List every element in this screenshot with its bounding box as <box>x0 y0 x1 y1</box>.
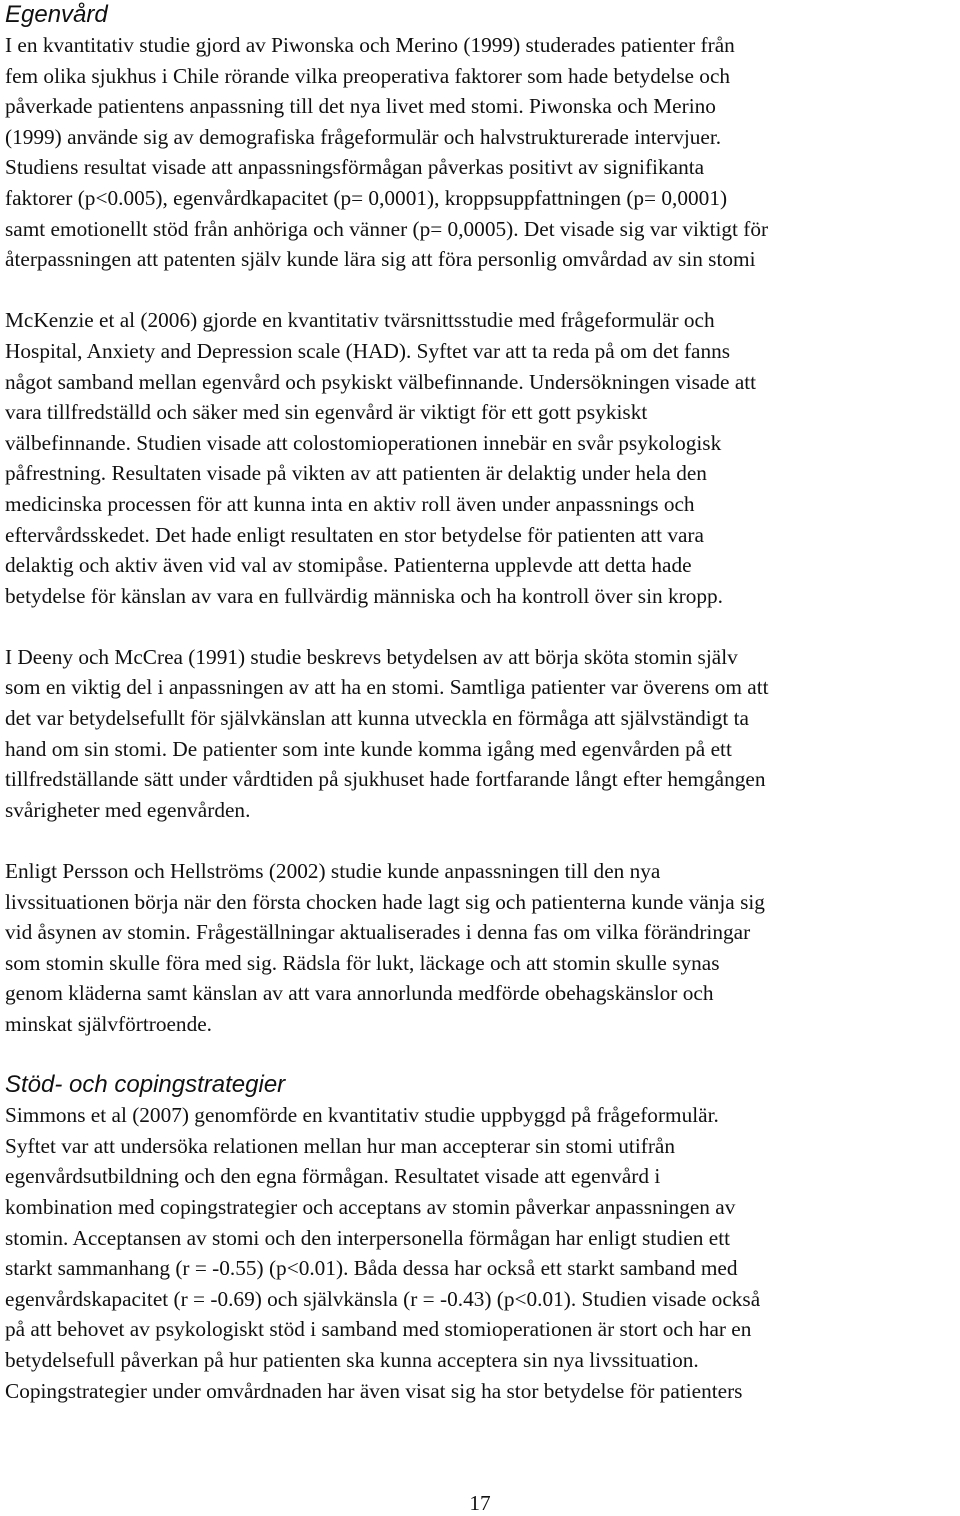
text-line: faktorer (p<0.005), egenvårdkapacitet (p= 0,0001), kroppsuppfattningen (p= 0,0001) <box>5 185 728 210</box>
text-line: hand om sin stomi. De patienter som inte kunde komma igång med egenvården på ett <box>5 736 732 761</box>
text-line: samt emotionellt stöd från anhöriga och vänner (p= 0,0005). Det visade sig var viktigt för <box>5 216 769 241</box>
text-line: egenvårdsutbildning och den egna förmågan. Resultatet visade att egenvård i <box>5 1164 661 1189</box>
text-line: Simmons et al (2007) genomförde en kvantitativ studie uppbyggd på frågeformulär. <box>5 1103 719 1128</box>
text-line: stomin. Acceptansen av stomi och den interpersonella förmågan har enligt studien ett <box>5 1225 731 1250</box>
paragraph-piwonska-merino <box>5 30 955 275</box>
paragraph-mckenzie <box>5 305 955 611</box>
text-line: välbefinnande. Studien visade att colostomioperationen innebär en svår psykologisk <box>5 430 722 455</box>
text-line: genom kläderna samt känslan av att vara annorlunda medförde obehagskänslor och <box>5 981 714 1006</box>
text-line: tillfredställande sätt under vårdtiden på sjukhuset hade fortfarande långt efter hemgången <box>5 767 766 792</box>
document-page <box>5 0 955 1406</box>
text-line: Hospital, Anxiety and Depression scale (HAD). Syftet var att ta reda på om det fanns <box>5 338 731 363</box>
paragraph-spacer <box>5 825 955 856</box>
text-line: betydelse för känslan av vara en fullvärdig människa och ha kontroll över sin kropp. <box>5 583 723 608</box>
page-number: 17 <box>469 1491 491 1515</box>
text-line: McKenzie et al (2006) gjorde en kvantitativ tvärsnittsstudie med frågeformulär och <box>5 308 715 333</box>
text-line: det var betydelsefullt för självkänslan att kunna utveckla en förmåga att självständigt ta <box>5 706 749 731</box>
text-line: på att behovet av psykologiskt stöd i samband med stomioperationen är stort och har en <box>5 1317 752 1342</box>
text-line: I en kvantitativ studie gjord av Piwonska och Merino (1999) studerades patienter från <box>5 33 735 57</box>
text-line: delaktig och aktiv även vid val av stomipåse. Patienterna upplevde att detta hade <box>5 553 692 578</box>
paragraph-spacer <box>5 275 955 306</box>
text-line: påverkade patientens anpassning till det nya livet med stomi. Piwonska och Merino <box>5 94 716 119</box>
paragraph-simmons <box>5 1100 955 1406</box>
text-line: minskat självförtroende. <box>5 1012 212 1036</box>
text-line: Enligt Persson och Hellströms (2002) studie kunde anpassningen till den nya <box>5 859 661 884</box>
section-heading-stod-copingstrategier: Stöd- och copingstrategier <box>5 1071 286 1099</box>
text-line: livssituationen börja när den första chocken hade lagt sig och patienterna kunde vänja sig <box>5 889 765 914</box>
text-line: något samband mellan egenvård och psykiskt välbefinnande. Undersökningen visade att <box>5 369 757 394</box>
text-line: starkt sammanhang (r = -0.55) (p<0.01). Båda dessa har också ett starkt samband med <box>5 1256 738 1281</box>
text-line: som en viktig del i anpassningen av att ha en stomi. Samtliga patienter var överens om att <box>5 675 769 700</box>
text-line: betydelsefull påverkan på hur patienten ska kunna acceptera sin nya livssituation. <box>5 1347 699 1372</box>
text-line: påfrestning. Resultaten visade på vikten av att patienten är delaktig under hela den <box>5 461 707 486</box>
text-line: svårigheter med egenvården. <box>5 797 251 822</box>
text-line: vid åsynen av stomin. Frågeställningar aktualiserades i denna fas om vilka förändringar <box>5 920 751 945</box>
text-line: (1999) använde sig av demografiska frågeformulär och halvstrukturerade intervjuer. <box>5 124 722 149</box>
text-line: återpassningen att patenten själv kunde lära sig att föra personlig omvårdad av sin stomi <box>5 247 756 272</box>
paragraph-spacer <box>5 1040 955 1071</box>
section-heading-egenvard: Egenvård <box>5 1 108 28</box>
paragraph-persson-hellstrom <box>5 856 955 1040</box>
text-line: kombination med copingstrategier och acceptans av stomin påverkar anpassningen av <box>5 1194 736 1219</box>
paragraph-spacer <box>5 611 955 642</box>
paragraph-deeny-mccrea <box>5 642 955 826</box>
text-line: I Deeny och McCrea (1991) studie beskrevs betydelsen av att börja sköta stomin själv <box>5 644 738 669</box>
text-line: som stomin skulle föra med sig. Rädsla för lukt, läckage och att stomin skulle synas <box>5 950 720 975</box>
text-line: Syftet var att undersöka relationen mellan hur man accepterar sin stomi utifrån <box>5 1133 676 1158</box>
text-line: egenvårdskapacitet (r = -0.69) och självkänsla (r = -0.43) (p<0.01). Studien visade också <box>5 1286 761 1311</box>
text-line: medicinska processen för att kunna inta en aktiv roll även under anpassnings och <box>5 491 695 516</box>
text-line: Copingstrategier under omvårdnaden har även visat sig ha stor betydelse för patienters <box>5 1378 743 1403</box>
text-line: fem olika sjukhus i Chile rörande vilka preoperativa faktorer som hade betydelse och <box>5 63 731 88</box>
text-line: vara tillfredställd och säker med sin egenvård är viktigt för ett gott psykiskt <box>5 400 648 425</box>
text-line: eftervårdsskedet. Det hade enligt resultaten en stor betydelse för patienten att vara <box>5 522 704 547</box>
text-line: Studiens resultat visade att anpassningsförmågan påverkas positivt av signifikanta <box>5 155 705 180</box>
